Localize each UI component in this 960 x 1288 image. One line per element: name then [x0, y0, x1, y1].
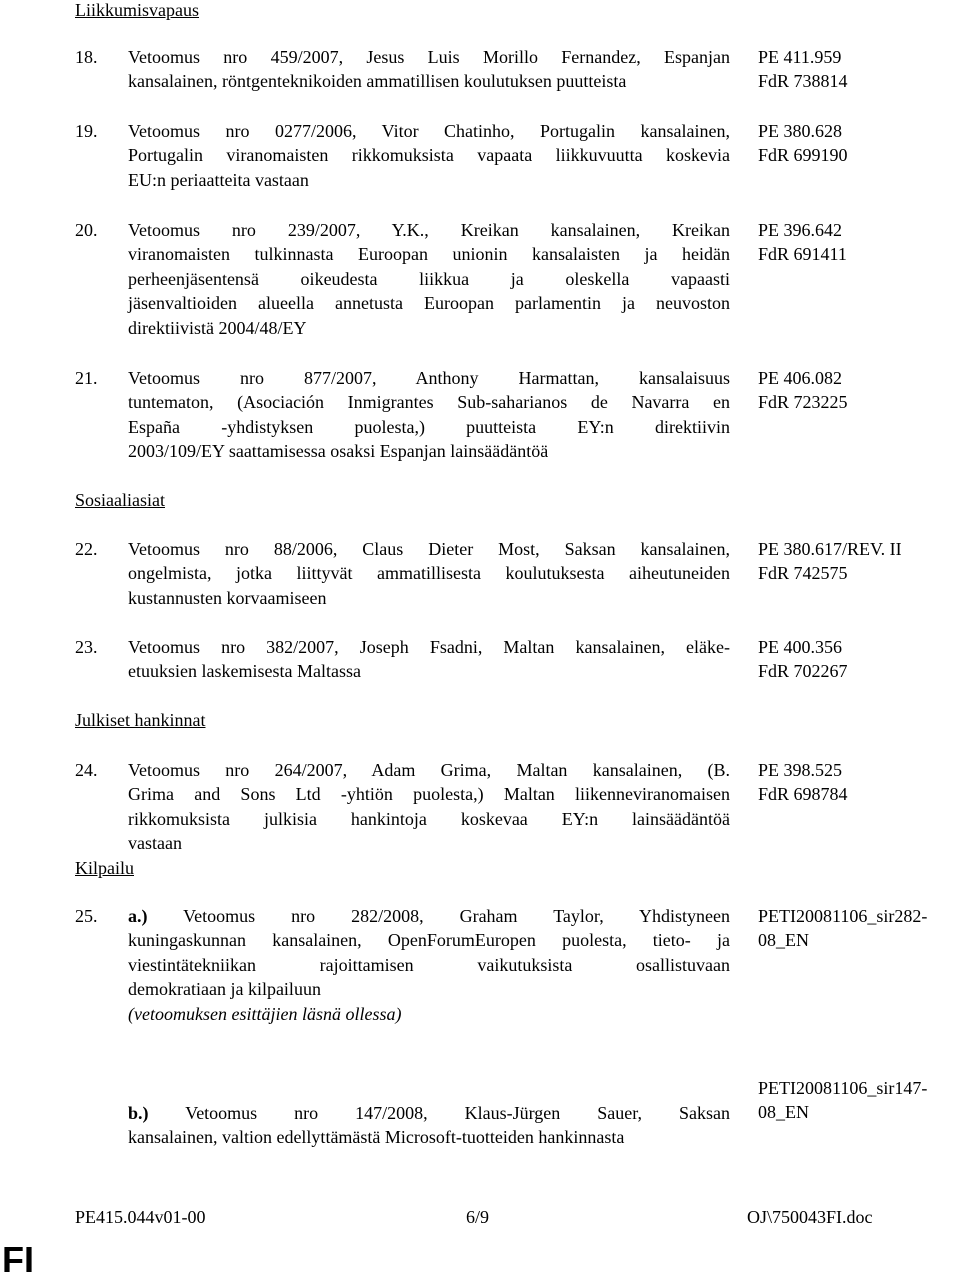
petition-reference: PE 411.959 FdR 738814 — [758, 47, 848, 92]
item-number: 25. — [75, 906, 98, 926]
section-heading-competition: Kilpailu — [75, 858, 134, 878]
petition-reference: PE 396.642 FdR 691411 — [758, 220, 847, 265]
petition-description: Vetoomus nro 459/2007, Jesus Luis Morillo Fernandez, Espanjan kansalainen, röntgenteknikoiden ammatillisen koulutuksen puutteista — [128, 47, 730, 92]
petition-description: Vetoomus nro 877/2007, Anthony Harmattan, kansalaisuus tuntematon, (Asociación Inmigrantes Sub-saharianos de Navarra en España -yhdistyksen puolesta,) puutteista EY:n direktiivin 2003/109/EY saattamisessa osaksi Espanjan lainsäädäntöä — [128, 368, 730, 462]
petition-reference: PE 400.356 FdR 702267 — [758, 637, 848, 682]
petition-reference: PETI20081106_sir282- 08_EN — [758, 906, 928, 951]
section-heading-free-movement: Liikkumisvapaus — [75, 0, 199, 20]
item-number: 19. — [75, 121, 98, 141]
item-number: 24. — [75, 760, 98, 780]
section-heading-public-procurement: Julkiset hankinnat — [75, 710, 206, 730]
petition-reference: PE 406.082 FdR 723225 — [758, 368, 848, 413]
language-code: FI — [2, 1239, 34, 1280]
sub-item-label: a.) — [128, 906, 148, 926]
footer-page-number: 6/9 — [466, 1207, 490, 1227]
item-number: 21. — [75, 368, 98, 388]
petition-reference: PE 398.525 FdR 698784 — [758, 760, 848, 805]
footer-file-name: OJ\750043FI.doc — [747, 1207, 873, 1227]
item-number: 22. — [75, 539, 98, 559]
petition-description: Vetoomus nro 382/2007, Joseph Fsadni, Maltan kansalainen, eläke- etuuksien laskemisesta Maltassa — [128, 637, 730, 682]
item-number: 20. — [75, 220, 98, 240]
petition-description: Vetoomus nro 88/2006, Claus Dieter Most, Saksan kansalainen, ongelmista, jotka liittyvät ammatillisesta koulutuksesta aiheutuneiden kustannusten korvaamiseen — [128, 539, 730, 608]
petition-reference: PE 380.617/REV. II FdR 742575 — [758, 539, 902, 584]
item-number: 23. — [75, 637, 98, 657]
petition-description: b.) Vetoomus nro 147/2008, Klaus-Jürgen Sauer, Saksan kansalainen, valtion edellyttämästä Microsoft-tuotteiden hankinnasta — [128, 1103, 730, 1148]
petition-description: Vetoomus nro 264/2007, Adam Grima, Maltan kansalainen, (B. Grima and Sons Ltd -yhtiön puolesta,) Maltan liikenneviranomaisen rikkomuksista julkisia hankintoja koskevaa EY:n lainsäädäntöä vastaan — [128, 760, 730, 854]
sub-item-label: b.) — [128, 1103, 149, 1123]
petition-note: (vetoomuksen esittäjien läsnä ollessa) — [128, 1003, 402, 1024]
petition-description: Vetoomus nro 0277/2006, Vitor Chatinho, Portugalin kansalainen, Portugalin viranomaisten rikkomuksista vapaata liikkuvuutta koskevia EU:n periaatteita vastaan — [128, 121, 730, 190]
petition-description: Vetoomus nro 239/2007, Y.K., Kreikan kansalainen, Kreikan viranomaisten tulkinnasta Euroopan unionin kansalaisten ja heidän perheenjäsentensä oikeudesta liikkua ja oleskella vapaasti jäsenvaltioiden alueella annetusta Euroopan parlamentin ja neuvoston direktiivistä 2004/48/EY — [128, 220, 730, 338]
section-heading-social-affairs: Sosiaaliasiat — [75, 490, 165, 510]
footer-document-number: PE415.044v01-00 — [75, 1207, 206, 1227]
petition-reference: PE 380.628 FdR 699190 — [758, 121, 848, 166]
petition-description: a.) Vetoomus nro 282/2008, Graham Taylor, Yhdistyneen kuningaskunnan kansalainen, OpenForumEuropen puolesta, tieto- ja viestintätekniikan rajoittamisen vaikutuksista osallistuvaan demokratiaan ja kilpailuun (vetoomuksen esittäjien läsnä ollessa) — [128, 904, 730, 1026]
item-number: 18. — [75, 47, 98, 67]
petition-reference: PETI20081106_sir147- 08_EN — [758, 1078, 928, 1123]
